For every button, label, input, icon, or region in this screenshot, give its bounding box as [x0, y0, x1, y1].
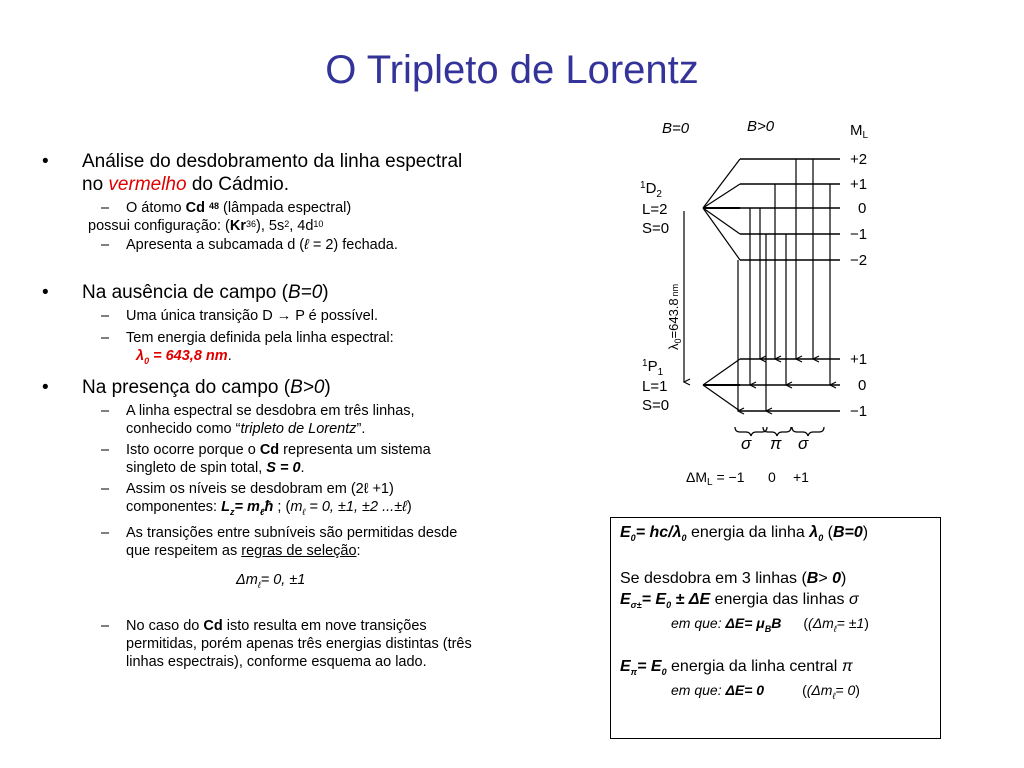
- sub-bullet-triplet: [38, 402, 478, 438]
- text: λ: [809, 524, 819, 541]
- text: Assim os níveis se desdobram em (2ℓ +1) componentes:: [126, 480, 394, 515]
- text: Kr: [229, 218, 246, 234]
- label-sigma: σ: [741, 434, 752, 453]
- sub-bullet-nine-transitions: [38, 617, 478, 671]
- superscript: 36: [245, 219, 256, 229]
- dash-marker: –: [101, 200, 110, 216]
- label-sigma: σ: [798, 434, 809, 453]
- subscript: σ±: [630, 600, 642, 611]
- text: >: [818, 570, 833, 587]
- text: do Cádmio.: [186, 174, 290, 195]
- ml-lower: 0: [858, 377, 867, 394]
- text: ; (: [273, 498, 291, 515]
- subscript: ℓ: [302, 506, 306, 517]
- superscript: 10: [313, 219, 324, 229]
- d-split-line: [703, 208, 740, 260]
- text: L: [221, 498, 230, 515]
- formula-pi: [620, 658, 853, 677]
- ml-lower: −1: [850, 403, 868, 420]
- text: ”.: [356, 420, 366, 437]
- text: isto resulta em nove transições permitidas, porém apenas três energias distintas (três linhas espectrais), conforme esquema ao lado.: [126, 617, 472, 670]
- text: Δm: [236, 571, 258, 588]
- formula-e0: [620, 524, 868, 543]
- subscript: 0: [666, 600, 672, 611]
- p-split-line: [703, 359, 740, 385]
- text: σ: [848, 591, 859, 608]
- subscript: ℓ: [259, 506, 265, 517]
- sub-bullet-single-transition: [38, 307, 478, 325]
- text: = hc/λ: [635, 524, 682, 541]
- bullet-marker: •: [42, 376, 49, 398]
- label-ml: $M_L$: [850, 122, 869, 141]
- dash-marker: –: [101, 402, 110, 419]
- text: As transições entre subníveis são permitidas desde que respeitem as: [126, 524, 458, 559]
- text: B: [806, 570, 819, 587]
- text: = E: [641, 591, 667, 608]
- subscript: 0: [818, 533, 824, 544]
- subscript: 0: [630, 533, 636, 544]
- label-pi: π: [770, 434, 782, 453]
- text: ): [406, 498, 412, 515]
- label-d-s: S=0: [642, 220, 670, 237]
- subscript: B: [764, 623, 772, 634]
- label-dml-plus1: +1: [793, 469, 809, 485]
- subscript: ℓ: [257, 579, 261, 590]
- text: B=0: [832, 524, 863, 541]
- text: (Δm: [808, 615, 834, 631]
- lambda-symbol: λ: [136, 348, 145, 364]
- text: ΔE= μ: [725, 615, 765, 631]
- text: ): [855, 682, 860, 698]
- text: = 0, ±1: [260, 571, 306, 588]
- configuration-line: [38, 217, 478, 236]
- text: (: [823, 524, 833, 541]
- text: :: [356, 542, 361, 559]
- text: ): [322, 282, 329, 303]
- text: Na ausência de campo (: [82, 282, 288, 303]
- text: Cd: [259, 441, 280, 458]
- text: E: [620, 524, 631, 541]
- subscript: π: [630, 667, 638, 678]
- label-b0: B=0: [662, 120, 690, 137]
- text: No caso do: [126, 617, 204, 634]
- bullet-marker: •: [42, 282, 49, 303]
- formula-sigma: [620, 591, 859, 610]
- bullet-no-field: [38, 281, 478, 304]
- label-d-l: L=2: [642, 201, 668, 218]
- text: Análise do desdobramento da linha espectral no: [82, 151, 463, 195]
- ml-upper: −2: [850, 252, 868, 269]
- zeeman-diagram: [640, 115, 880, 510]
- p-split-line: [703, 385, 740, 411]
- d-split-line: [703, 184, 740, 208]
- subscript: z: [229, 506, 235, 517]
- text: energia da linha central: [666, 658, 842, 675]
- formula-sigma-detail: em que: $\Delta E= \mu_BB$ ($(\Delta m_\ell= \pm 1)$: [671, 615, 869, 634]
- sub-bullet-atom: [38, 199, 478, 217]
- sub-bullet-components: [38, 480, 478, 521]
- text: em que:: [671, 682, 726, 698]
- text: ΔE= 0: [725, 682, 765, 698]
- text: S = 0: [266, 459, 301, 476]
- text: representa um sistema singleto de spin total,: [126, 441, 431, 476]
- label-p-state: $^1P_1$: [642, 358, 664, 378]
- text: = 0: [835, 682, 856, 698]
- ml-lower: +1: [850, 351, 868, 368]
- transition-arrows: [738, 159, 830, 411]
- ml-upper: −1: [850, 226, 868, 243]
- text: ): [862, 524, 869, 541]
- dash-marker: –: [101, 441, 110, 458]
- text: B=0: [287, 282, 323, 303]
- text: , 4d: [289, 218, 314, 234]
- dash-marker: –: [101, 237, 110, 253]
- text: possui configuração: (: [88, 218, 230, 234]
- text: .: [300, 459, 305, 476]
- label-d-state: $^1D_2$: [640, 180, 662, 200]
- text: m: [290, 498, 303, 515]
- text: (lâmpada espectral): [219, 200, 352, 216]
- text: .: [227, 348, 232, 364]
- dash-marker: –: [101, 308, 110, 324]
- lambda-value: = 643,8 nm: [149, 348, 228, 364]
- text: tripleto de Lorentz: [240, 420, 357, 437]
- subscript: ℓ: [833, 623, 837, 634]
- text: (Δm: [806, 682, 833, 698]
- sub-bullet-singlet: [38, 441, 478, 477]
- text: ): [864, 615, 869, 631]
- text: E: [620, 591, 631, 608]
- text: = 2) fechada.: [308, 237, 398, 253]
- bullet-with-field: [38, 376, 478, 399]
- text: ), 5s: [256, 218, 285, 234]
- lambda-value-line: [38, 347, 478, 370]
- text: em que:: [671, 615, 726, 631]
- text: Tem energia definida pela linha espectral:: [126, 330, 394, 346]
- text: B: [771, 615, 782, 631]
- ml-upper: +1: [850, 176, 868, 193]
- text: = m: [234, 498, 260, 515]
- subscript: 0: [661, 667, 667, 678]
- superscript: 48: [209, 201, 220, 211]
- text: Cd: [185, 200, 205, 216]
- text: Se desdobra em 3 linhas (: [620, 570, 807, 587]
- text: Na presença do campo (: [82, 376, 291, 398]
- text: energia das linhas: [710, 591, 849, 608]
- dash-marker: –: [101, 480, 110, 497]
- formula-split: [620, 570, 846, 588]
- subscript: ℓ: [832, 690, 836, 701]
- text: Apresenta a subcamada d (: [126, 237, 305, 253]
- text: B>0: [290, 376, 325, 398]
- text: = 0, ±1, ±2 ...±ℓ: [305, 498, 407, 515]
- bullet-list: [38, 150, 478, 671]
- text: Isto ocorre porque o: [126, 441, 260, 458]
- slide-title: O Tripleto de Lorentz: [325, 48, 699, 92]
- ml-upper: 0: [858, 200, 867, 217]
- sub-bullet-subshell: [38, 236, 478, 254]
- text: O átomo: [126, 200, 186, 216]
- text: = E: [637, 658, 662, 675]
- text: ℓ: [304, 237, 309, 253]
- text: A linha espectral se desdobra em três linhas, conhecido como “: [126, 402, 415, 437]
- label-bgt0: B>0: [747, 118, 775, 135]
- text: ): [324, 376, 331, 398]
- dash-marker: –: [101, 524, 110, 541]
- formula-pi-detail: em que: ΔE= 0 ($(\Delta m_\ell= 0)$: [671, 682, 860, 701]
- text-underlined: regras de seleção: [241, 542, 357, 559]
- formula-box: [610, 517, 941, 739]
- bullet-cadmium: [38, 150, 478, 196]
- text: Uma única transição D → P é possível.: [126, 308, 378, 324]
- text: ): [841, 570, 847, 587]
- lambda-label: $\lambda_0=643.8nm$: [666, 283, 683, 350]
- label-dml-0: 0: [768, 469, 776, 485]
- bullet-marker: •: [42, 151, 49, 172]
- text: Cd: [203, 617, 223, 634]
- ml-upper: +2: [850, 151, 868, 168]
- text-red: vermelho: [108, 174, 187, 195]
- label-dml: $\Delta M_L = -1$: [686, 469, 745, 488]
- text: 0: [832, 570, 842, 587]
- superscript: 2: [284, 219, 290, 229]
- d-split-line: [703, 159, 740, 208]
- text: π: [841, 658, 853, 675]
- text: ± ΔE: [671, 591, 711, 608]
- sub-bullet-energy: [38, 329, 478, 347]
- text: = ±1: [836, 615, 865, 631]
- selection-rule: [38, 571, 478, 594]
- text: E: [620, 658, 631, 675]
- text: energia da linha: [686, 524, 810, 541]
- label-p-s: S=0: [642, 397, 670, 414]
- dash-marker: –: [101, 330, 110, 346]
- sub-bullet-selection-rules: [38, 524, 478, 560]
- subscript: 0: [144, 355, 150, 366]
- dash-marker: –: [101, 617, 110, 634]
- text: ħ: [264, 498, 274, 515]
- d-split-line: [703, 208, 740, 234]
- subscript: 0: [681, 533, 687, 544]
- label-p-l: L=1: [642, 378, 668, 395]
